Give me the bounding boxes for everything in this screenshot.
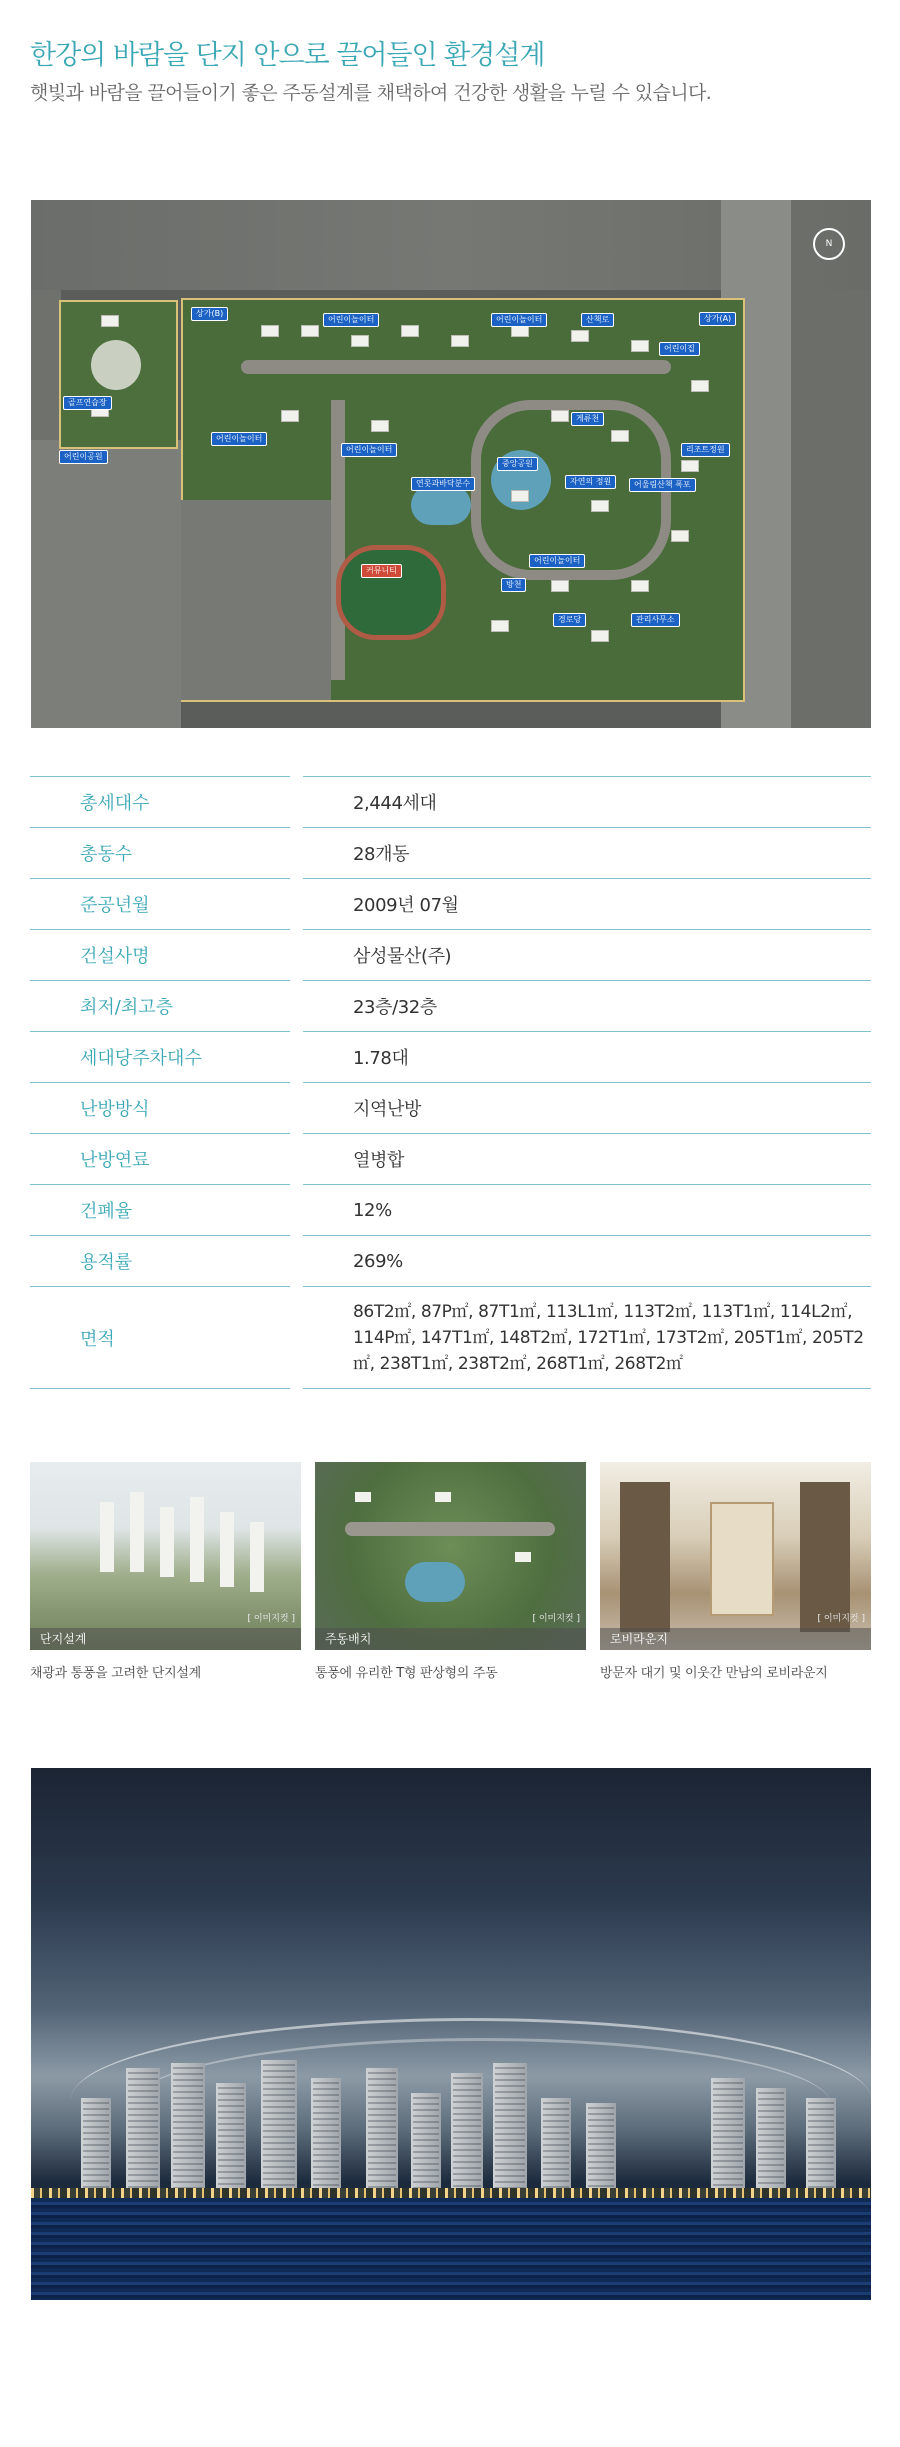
spec-value: 지역난방 — [303, 1082, 871, 1133]
thumbnail-gallery — [30, 1462, 871, 1702]
site-label: 상가(A) — [699, 312, 736, 326]
spec-label: 난방방식 — [30, 1082, 290, 1133]
thumbnail-description: 통풍에 유리한 T형 판상형의 주동 — [315, 1666, 498, 1681]
spec-value: 269% — [303, 1235, 871, 1286]
spec-row — [30, 776, 871, 827]
site-label: 어린이놀이터 — [323, 313, 379, 327]
spec-value: 12% — [303, 1184, 871, 1235]
spec-value: 1.78대 — [303, 1031, 871, 1082]
site-label: 리조트정원 — [681, 443, 730, 457]
page-title: 한강의 바람을 단지 안으로 끌어들인 환경설계 — [30, 40, 545, 71]
site-label: 커뮤니티 — [361, 564, 402, 578]
site-label: 게류천 — [571, 412, 604, 426]
spec-table — [30, 776, 871, 1389]
thumbnail-image — [315, 1462, 586, 1650]
site-plan-image — [31, 200, 871, 728]
site-label: 경로당 — [553, 613, 586, 627]
spec-value: 2,444세대 — [303, 776, 871, 827]
site-label: 어린이공원 — [59, 450, 108, 464]
spec-value: 86T2㎡, 87P㎡, 87T1㎡, 113L1㎡, 113T2㎡, 113T1㎡, 114L2㎡, 114P㎡, 147T1㎡, 148T2㎡, 172T1㎡, 173T2㎡, 205T1㎡, 205T2㎡, 238T1㎡, 238T2㎡, 268T1㎡, 268T2㎡ — [303, 1286, 871, 1388]
spec-value: 2009년 07월 — [303, 878, 871, 929]
thumbnail-image — [600, 1462, 871, 1650]
site-label: 어린이놀이터 — [341, 443, 397, 457]
spec-value: 23층/32층 — [303, 980, 871, 1031]
spec-value: 삼성물산(주) — [303, 929, 871, 980]
spec-row — [30, 1184, 871, 1235]
spec-label: 세대당주차대수 — [30, 1031, 290, 1082]
spec-row — [30, 980, 871, 1031]
spec-label: 면적 — [30, 1286, 290, 1388]
spec-label: 준공년월 — [30, 878, 290, 929]
thumbnail-caption: 단지설계 — [30, 1628, 301, 1650]
thumbnail-description: 채광과 통풍을 고려한 단지설계 — [30, 1666, 201, 1681]
site-label: 골프연습장 — [63, 396, 112, 410]
spec-label: 건폐율 — [30, 1184, 290, 1235]
thumbnail-caption: 로비라운지 — [600, 1628, 871, 1650]
thumbnail-image — [30, 1462, 301, 1650]
page-subtitle: 햇빛과 바람을 끌어들이기 좋은 주동설계를 채택하여 건강한 생활을 누릴 수 있습니다. — [30, 82, 712, 104]
spec-value: 28개동 — [303, 827, 871, 878]
compass-icon: N — [813, 228, 845, 260]
spec-value: 열병합 — [303, 1133, 871, 1184]
spec-label: 용적률 — [30, 1235, 290, 1286]
site-label: 상가(B) — [191, 307, 228, 321]
site-label: 관리사무소 — [631, 613, 680, 627]
thumbnail-caption: 주동배치 — [315, 1628, 586, 1650]
site-label: 자연의 정원 — [565, 475, 616, 489]
thumbnail-card — [600, 1462, 871, 1681]
spec-row — [30, 1235, 871, 1286]
thumbnail-description: 방문자 대기 및 이웃간 만남의 로비라운지 — [600, 1666, 828, 1681]
site-label: 어린이놀이터 — [529, 554, 585, 568]
thumbnail-card — [315, 1462, 586, 1681]
site-label: 산책로 — [581, 313, 614, 327]
thumbnail-card — [30, 1462, 301, 1681]
spec-label: 난방연료 — [30, 1133, 290, 1184]
spec-label: 총세대수 — [30, 776, 290, 827]
image-cut-tag: [ 이미지컷 ] — [532, 1614, 580, 1624]
spec-row — [30, 878, 871, 929]
site-label: 방천 — [501, 578, 526, 592]
spec-row — [30, 929, 871, 980]
site-label: 연못과바닥분수 — [411, 477, 475, 491]
site-label: 어린이놀이터 — [211, 432, 267, 446]
spec-row — [30, 1133, 871, 1184]
image-cut-tag: [ 이미지컷 ] — [247, 1614, 295, 1624]
spec-row — [30, 1286, 871, 1388]
site-label: 중앙공원 — [497, 457, 538, 471]
site-label: 어울림산책 폭포 — [629, 478, 696, 492]
spec-label: 건설사명 — [30, 929, 290, 980]
site-label: 어린이집 — [659, 342, 700, 356]
spec-label: 최저/최고층 — [30, 980, 290, 1031]
night-view-image — [31, 1768, 871, 2300]
spec-label: 총동수 — [30, 827, 290, 878]
spec-row — [30, 1031, 871, 1082]
image-cut-tag: [ 이미지컷 ] — [817, 1614, 865, 1624]
spec-row — [30, 827, 871, 878]
spec-row — [30, 1082, 871, 1133]
site-label: 어린이놀이터 — [491, 313, 547, 327]
